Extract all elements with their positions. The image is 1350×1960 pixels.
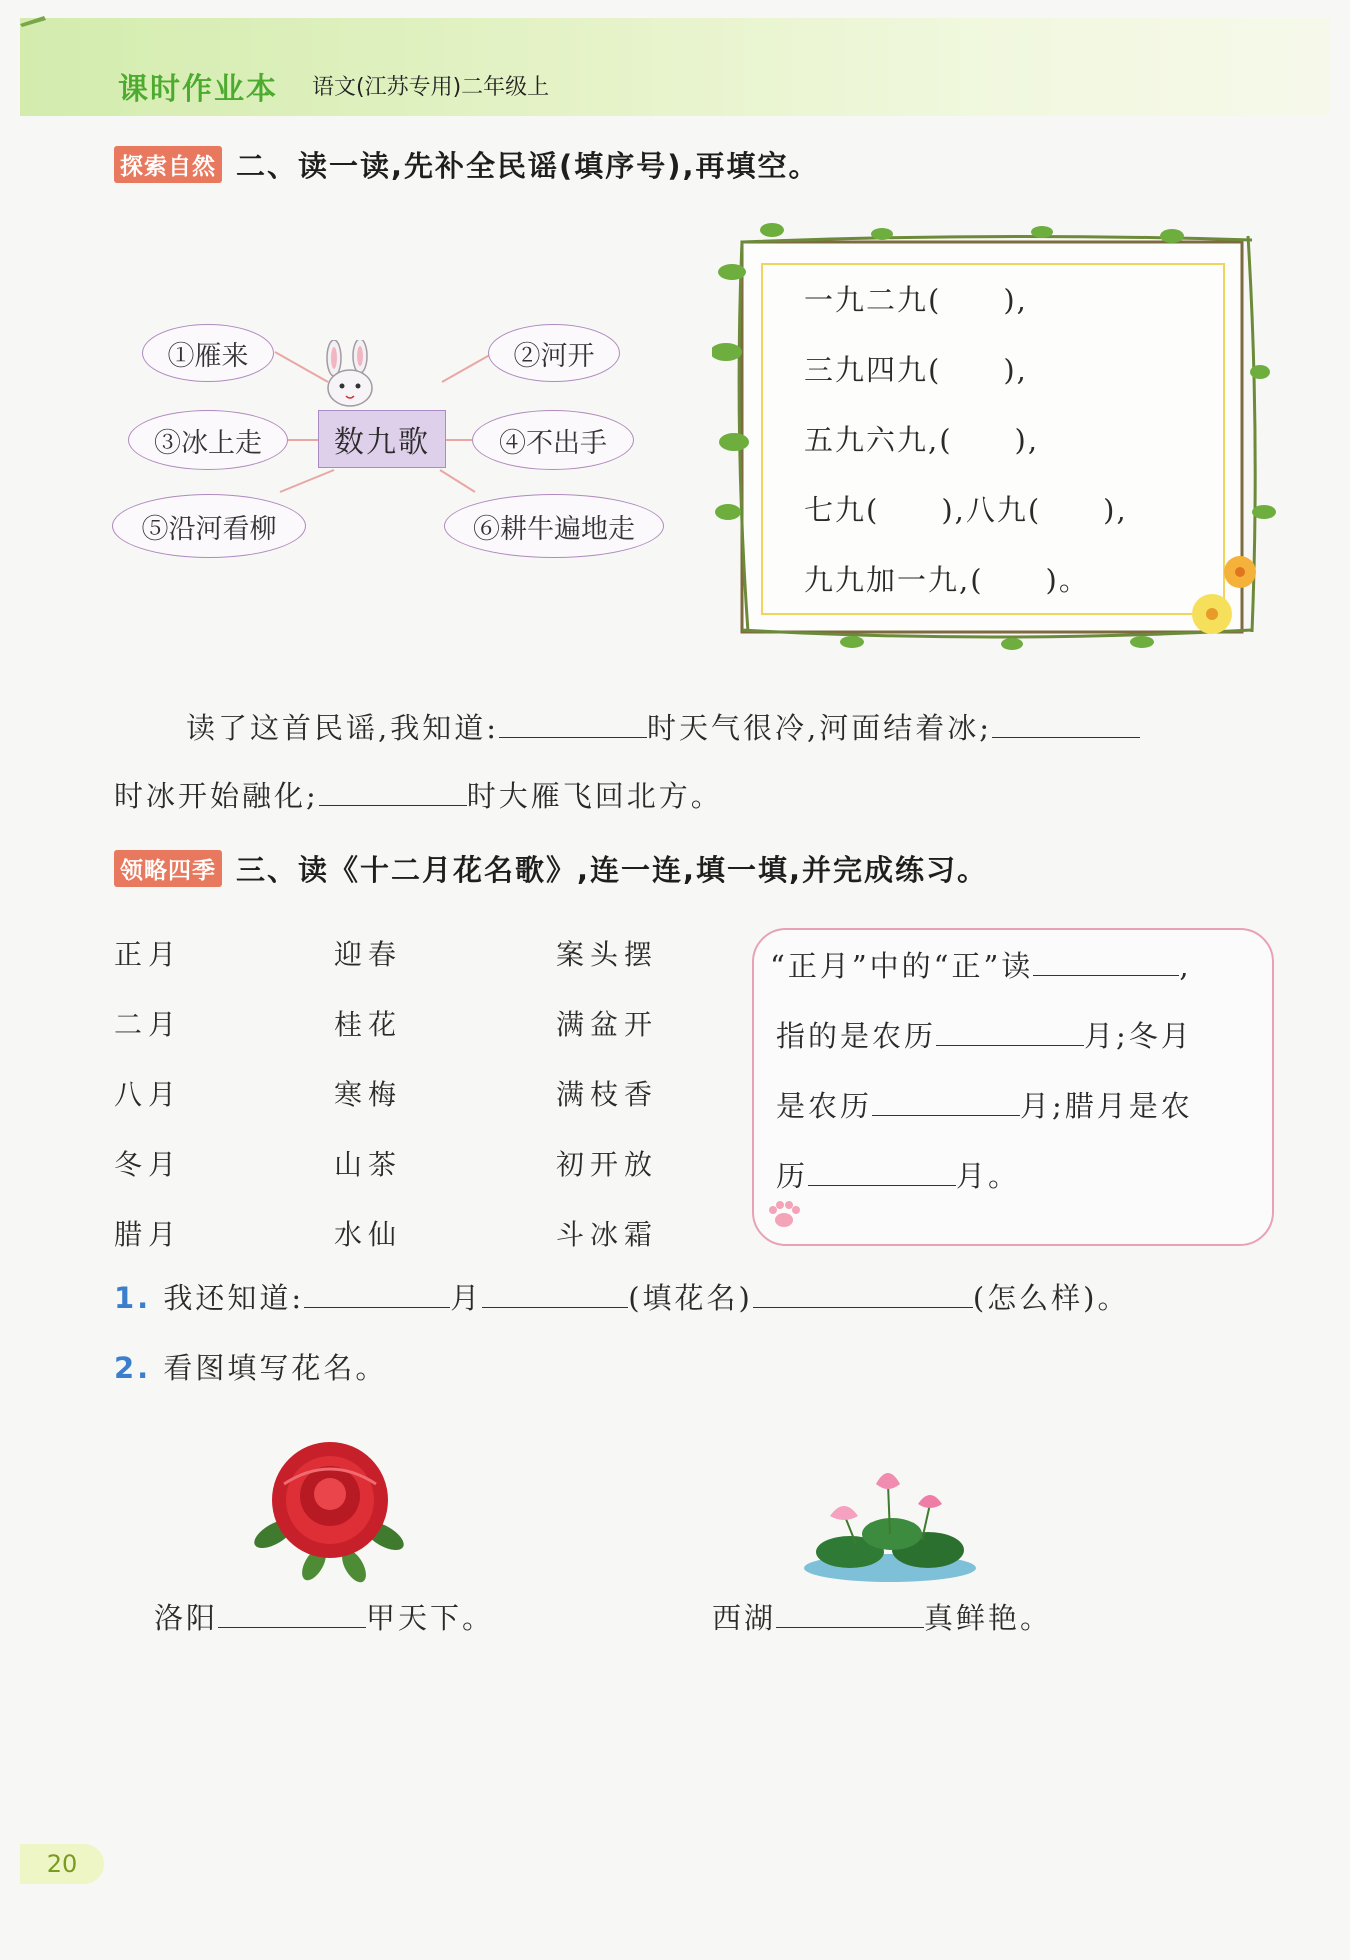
corner-pencil-icon [18,14,48,28]
question-1: 1. 我还知道: 月 (填花名) (怎么样)。 [114,1281,1130,1315]
note-line-1: “正月”中的“正”读 , [770,949,1192,983]
blank-how[interactable] [753,1306,973,1308]
lotus-image [800,1464,980,1584]
blank-zhengyue-month[interactable] [936,1044,1084,1046]
description-item[interactable]: 斗冰霜 [556,1218,659,1251]
bubble-1: ①雁来 [142,324,274,382]
mindmap-center: 数九歌 [318,410,446,468]
note-line-4: 历 月。 [776,1159,1021,1193]
flower-column [334,920,402,1270]
month-item[interactable]: 冬月 [114,1148,183,1181]
section2-title: 二、读一读,先补全民谣(填序号),再填空。 [236,149,820,183]
month-item[interactable]: 二月 [114,1008,183,1041]
blank-3[interactable] [319,804,467,806]
section3-heading [114,848,988,889]
bubble-3: ③冰上走 [128,410,288,470]
description-item[interactable]: 案头摆 [556,938,659,971]
bubble-4: ④不出手 [472,410,634,470]
flower-item[interactable]: 水仙 [334,1218,403,1251]
ballad-line-3: 五九六九,( ), [804,423,1040,457]
peony-sentence: 洛阳 甲天下。 [154,1601,495,1635]
ballad-line-2: 三九四九( ), [804,353,1028,387]
blank-lotus[interactable] [776,1626,924,1628]
page-number: 20 [20,1844,104,1884]
description-item[interactable]: 满盆开 [556,1008,659,1041]
note-line-3: 是农历 月;腊月是农 [776,1089,1193,1123]
description-item[interactable]: 满枝香 [556,1078,659,1111]
blank-1[interactable] [499,736,647,738]
section2-tag: 探索自然 [114,146,222,183]
flower-item[interactable]: 寒梅 [334,1078,403,1111]
blank-flower[interactable] [482,1306,628,1308]
flower-item[interactable]: 山茶 [334,1148,403,1181]
bubble-5: ⑤沿河看柳 [112,494,306,558]
blank-peony[interactable] [218,1626,366,1628]
brand-title: 课时作业本 [118,72,278,107]
month-item[interactable]: 正月 [114,938,183,971]
month-column [114,920,182,1270]
blank-pronunciation[interactable] [1033,974,1179,976]
description-item[interactable]: 初开放 [556,1148,659,1181]
flower-item[interactable]: 迎春 [334,938,403,971]
peony-image [244,1424,414,1584]
blank-layue-month[interactable] [808,1184,956,1186]
description-column [556,920,658,1270]
blank-dongyue-month[interactable] [872,1114,1020,1116]
ballad-line-4: 七九( ),八九( ), [804,493,1128,527]
bubble-2: ②河开 [488,324,620,382]
fill-sentence-line1: 读了这首民谣,我知道: 时天气很冷,河面结着冰; [186,706,1276,747]
book-subtitle: 语文(江苏专用)二年级上 [312,75,550,100]
section3-tag: 领略四季 [114,850,222,887]
paw-icon [766,1200,802,1230]
section3-title: 三、读《十二月花名歌》,连一连,填一填,并完成练习。 [236,853,989,887]
blank-month[interactable] [304,1306,450,1308]
lotus-sentence: 西湖 真鲜艳。 [712,1601,1053,1635]
ballad-line-5: 九九加一九,( )。 [804,563,1090,597]
note-line-2: 指的是农历 月;冬月 [776,1019,1193,1053]
section2-heading [114,144,820,185]
question-2: 2. 看图填写花名。 [114,1351,388,1385]
month-item[interactable]: 腊月 [114,1218,183,1251]
ballad-line-1: 一九二九( ), [804,283,1028,317]
month-item[interactable]: 八月 [114,1078,183,1111]
flower-item[interactable]: 桂花 [334,1008,403,1041]
fill-sentence-line2: 时冰开始融化; 时大雁飞回北方。 [114,779,723,813]
blank-2[interactable] [992,736,1140,738]
bubble-6: ⑥耕牛遍地走 [444,494,664,558]
rabbit-icon [312,340,392,414]
